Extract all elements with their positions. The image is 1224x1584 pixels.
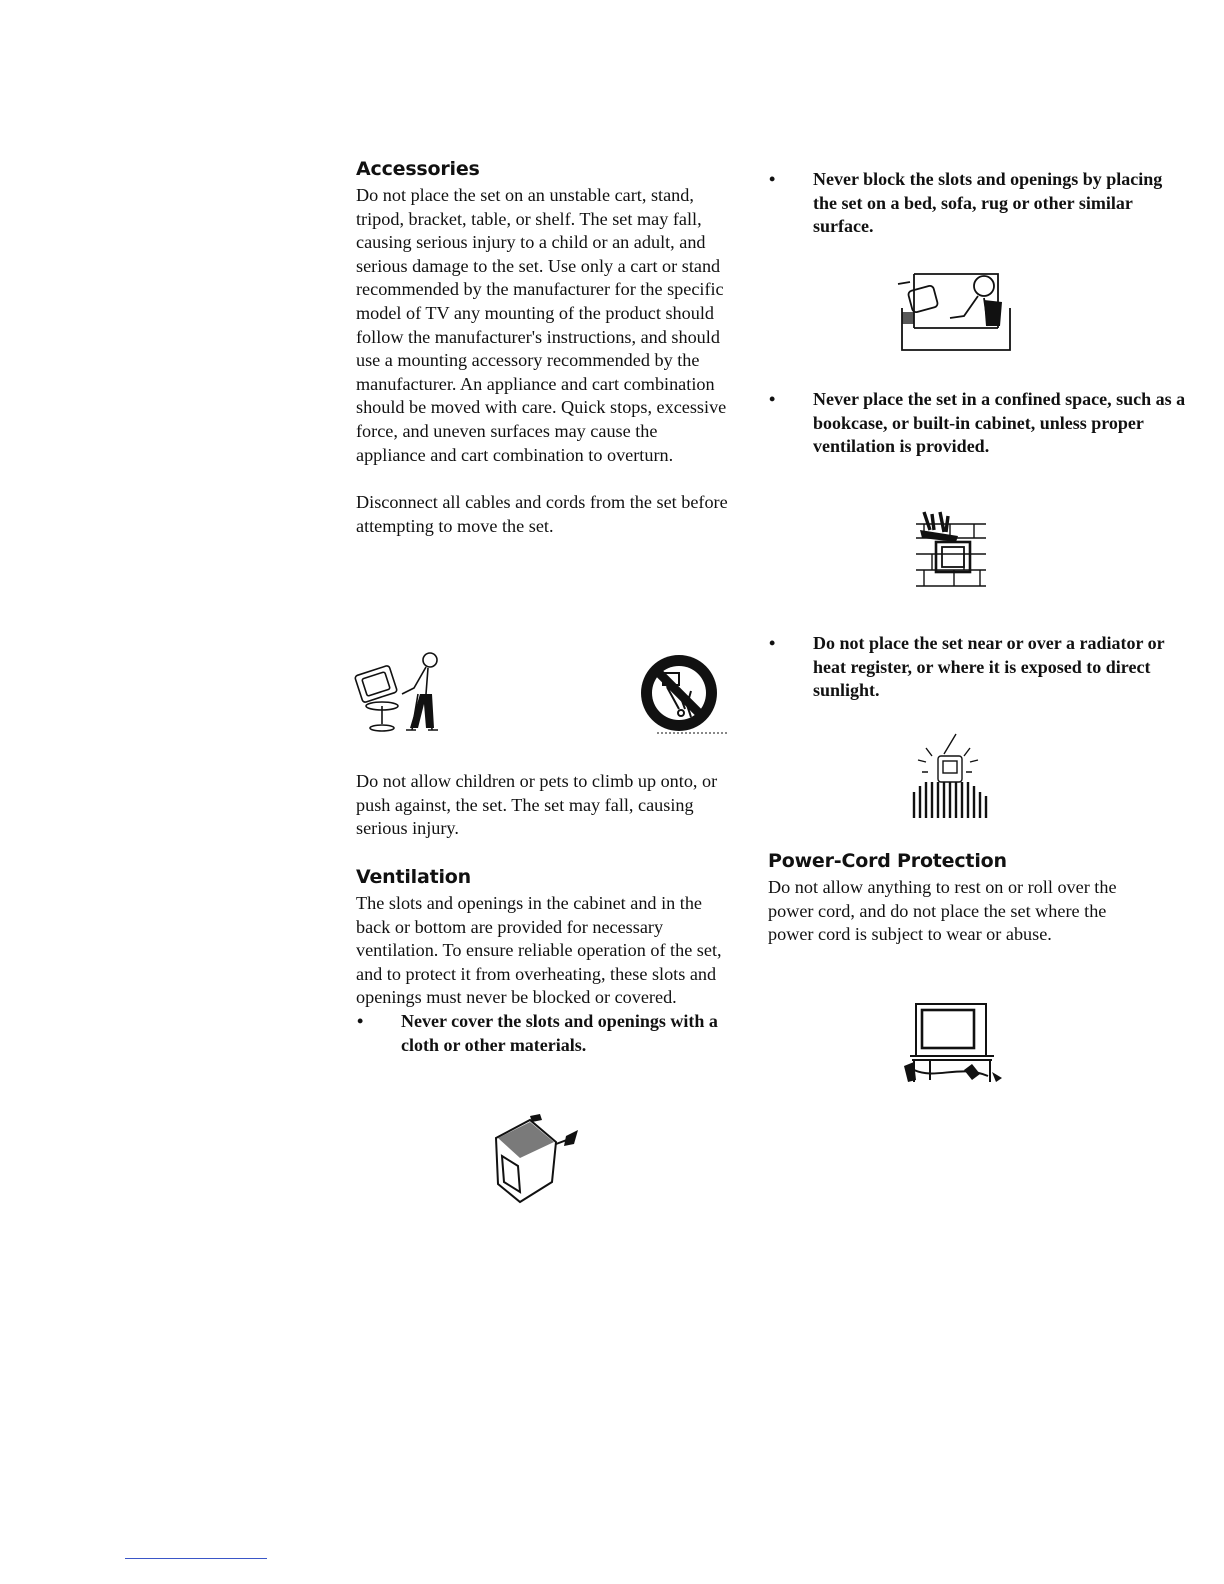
tv-in-bookcase-icon (910, 510, 996, 596)
footer-rule (125, 1558, 267, 1559)
power-cord-section (768, 850, 1143, 947)
power-cord-heading: Power-Cord Protection (768, 850, 1007, 872)
bullet-dot: • (769, 169, 776, 189)
bullet-dot: • (769, 633, 776, 653)
bullet-bed-sofa-text: Never block the slots and openings by placing the set on a bed, sofa, rug or other similar surface. (813, 169, 1163, 237)
bullet-radiator-text: Do not place the set near or over a radiator or heat register, or where it is exposed to direct sunlight. (813, 633, 1165, 701)
bullet-bed-sofa (768, 168, 1188, 239)
tv-cart-person-icon (352, 648, 456, 736)
bullet-confined-text: Never place the set in a confined space, such as a bookcase, or built-in cabinet, unless proper ventilation is provided. (813, 389, 1186, 457)
bullet-dot: • (769, 389, 776, 409)
ventilation-paragraph: The slots and openings in the cabinet and in the back or bottom are provided for necessary ventilation. To ensure reliable operation of the set, and to protect it from overheating, these slots and openings must never be blocked or covered. (356, 893, 722, 1008)
bullet-cover (356, 1010, 731, 1057)
accessories-paragraph-2: Disconnect all cables and cords from the set before attempting to move the set. (356, 492, 728, 536)
left-column (356, 158, 731, 538)
accessories-heading: Accessories (356, 158, 480, 180)
tv-on-radiator-icon (908, 732, 990, 820)
ventilation-section (356, 866, 731, 1057)
covered-tv-icon (490, 1112, 582, 1208)
accessories-paragraph-1: Do not place the set on an unstable cart, stand, tripod, bracket, table, or shelf. The set may fall, causing serious injury to a child or an adult, and serious damage to the set. Use only a cart or stand recommended by the manufacturer for the specific model of TV any mounting of the product should follow the manufacturer's instructions, and should use a mounting accessory recommended by the manufacturer. An appliance and cart combination should be moved with care. Quick stops, excessive force, and uneven surfaces may cause the appliance and cart combination to overturn. (356, 185, 727, 465)
no-cart-tipping-icon (637, 651, 729, 737)
ventilation-heading: Ventilation (356, 866, 471, 888)
accessories-paragraph-3: Do not allow children or pets to climb up onto, or push against, the set. The set may fall, causing serious injury. (356, 771, 718, 839)
power-cord-paragraph: Do not allow anything to rest on or roll over the power cord, and do not place the set where the power cord is subject to wear or abuse. (768, 877, 1117, 945)
tv-on-stand-cord-icon (900, 1000, 1006, 1086)
tv-on-sofa-icon (894, 268, 1018, 356)
bullet-dot: • (357, 1010, 364, 1031)
bullet-radiator (768, 632, 1188, 703)
bullet-confined (768, 388, 1188, 459)
bullet-cover-text: Never cover the slots and openings with a cloth or other materials. (401, 1010, 718, 1055)
